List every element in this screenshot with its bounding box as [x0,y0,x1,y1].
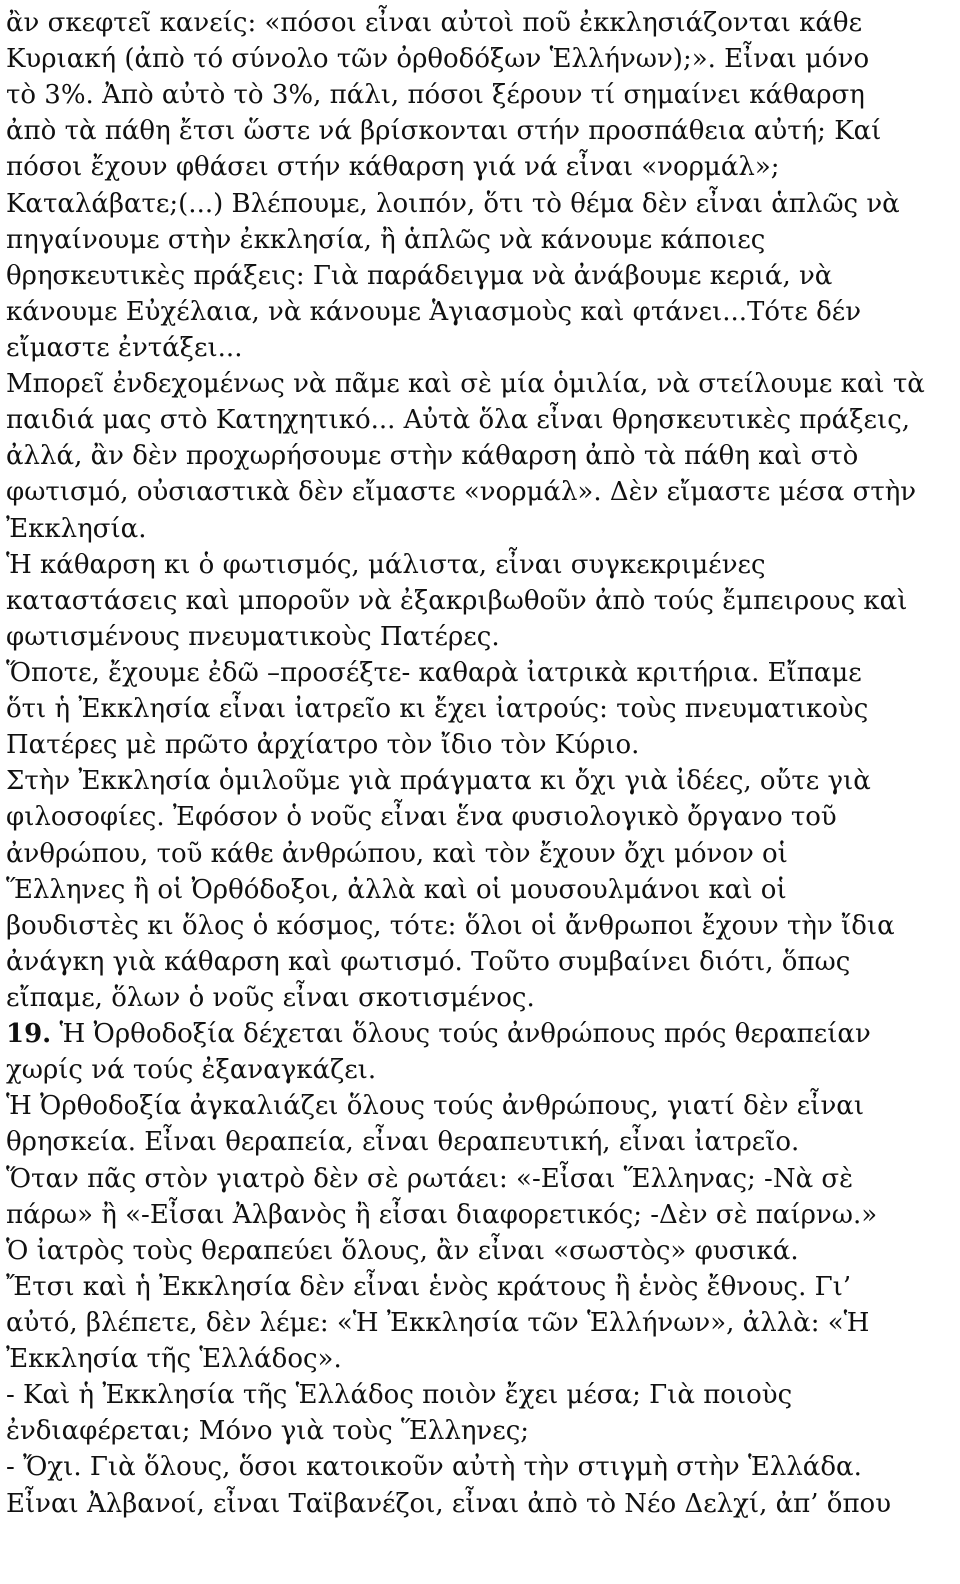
text-line: Πατέρες μὲ πρῶτο ἀρχίατρο τὸν ἴδιο τὸν Κύριο. [6,730,640,760]
text-line: φωτισμένους πνευματικοὺς Πατέρες. [6,622,500,652]
text-line: Ὅταν πᾶς στὸν γιατρὸ δὲν σὲ ρωτάει: «-Εἶσαι Ἕλληνας; -Νὰ σὲ [6,1164,854,1194]
text-line: παιδιά μας στὸ Κατηχητικό... Αὐτὰ ὅλα εἶναι θρησκευτικὲς πράξεις, [6,405,911,435]
section-number: 19. [6,1019,52,1049]
text-line: εἴμαστε ἐντάξει... [6,333,243,363]
text-line: θρησκεία. Εἶναι θεραπεία, εἶναι θεραπευτική, εἶναι ἰατρεῖο. [6,1127,800,1157]
section-heading-line [6,1016,871,1052]
text-line: Εἶναι Ἀλβανοί, εἶναι Ταϊβανέζοι, εἶναι ἀπὸ τὸ Νέο Δελχί, ἀπ’ ὅπου [6,1489,892,1519]
text-line: εἴπαμε, ὅλων ὁ νοῦς εἶναι σκοτισμένος. [6,983,535,1013]
text-line: ὅτι ἡ Ἐκκλησία εἶναι ἰατρεῖο κι ἔχει ἰατρούς: τοὺς πνευματικοὺς [6,694,869,724]
text-line: Κυριακή (ἀπὸ τό σύνολο τῶν ὀρθοδόξων Ἑλλήνων);». Εἶναι μόνο [6,44,870,74]
text-line: Μπορεῖ ἐνδεχομένως νὰ πᾶμε καὶ σὲ μία ὁμιλία, νὰ στείλουμε καὶ τὰ [6,369,925,399]
text-line: Ἡ κάθαρση κι ὁ φωτισμός, μάλιστα, εἶναι συγκεκριμένες [6,550,766,580]
text-line: Καταλάβατε;(...) Βλέπουμε, λοιπόν, ὅτι τὸ θέμα δὲν εἶναι ἁπλῶς νὰ [6,189,900,219]
text-line: πόσοι ἔχουν φθάσει στήν κάθαρση γιά νά εἶναι «νορμάλ»; [6,152,780,182]
text-line: - Ὄχι. Γιὰ ὅλους, ὅσοι κατοικοῦν αὐτὴ τὴν στιγμὴ στὴν Ἑλλάδα. [6,1452,862,1482]
text-line: Ἕλληνες ἢ οἱ Ὀρθόδοξοι, ἀλλὰ καὶ οἱ μουσουλμάνοι καὶ οἱ [6,875,787,905]
text-line: Ἡ Ὀρθοδοξία ἀγκαλιάζει ὅλους τούς ἀνθρώπους, γιατί δὲν εἶναι [6,1091,865,1121]
text-line: ἂν σκεφτεῖ κανείς: «πόσοι εἶναι αὐτοὶ ποῦ ἐκκλησιάζονται κάθε [6,8,863,38]
text-line: - Καὶ ἡ Ἐκκλησία τῆς Ἑλλάδος ποιὸν ἔχει μέσα; Γιὰ ποιοὺς [6,1380,793,1410]
text-line: κάνουμε Εὐχέλαια, νὰ κάνουμε Ἁγιασμοὺς καὶ φτάνει...Τότε δέν [6,297,862,327]
text-line: πάρω» ἢ «-Εἶσαι Ἀλβανὸς ἢ εἶσαι διαφορετικός; -Δὲν σὲ παίρνω.» [6,1200,878,1230]
text-line: καταστάσεις καὶ μποροῦν νὰ ἐξακριβωθοῦν ἀπὸ τούς ἔμπειρους καὶ [6,586,908,616]
text-line: Ὅποτε, ἔχουμε ἐδῶ –προσέξτε- καθαρὰ ἰατρικὰ κριτήρια. Εἴπαμε [6,658,862,688]
text-line: Ὁ ἰατρὸς τοὺς θεραπεύει ὅλους, ἂν εἶναι «σωστὸς» φυσικά. [6,1236,799,1266]
section-heading-text: Ἡ Ὀρθοδοξία δέχεται ὅλους τούς ἀνθρώπους πρός θεραπείαν [51,1019,871,1049]
text-line: Ἐκκλησία. [6,514,147,544]
text-line: ἀπὸ τὰ πάθη ἔτσι ὥστε νά βρίσκονται στήν προσπάθεια αὐτή; Καί [6,116,882,146]
text-line: τὸ 3%. Ἀπὸ αὐτὸ τὸ 3%, πάλι, πόσοι ξέρουν τί σημαίνει κάθαρση [6,80,865,110]
text-line: ἐνδιαφέρεται; Μόνο γιὰ τοὺς Ἕλληνες; [6,1416,530,1446]
text-line: ἀνθρώπου, τοῦ κάθε ἀνθρώπου, καὶ τὸν ἔχουν ὄχι μόνον οἱ [6,839,788,869]
text-line: Στὴν Ἐκκλησία ὁμιλοῦμε γιὰ πράγματα κι ὄχι γιὰ ἰδέες, οὔτε γιὰ [6,766,871,796]
text-line: αὐτό, βλέπετε, δὲν λέμε: «Ἡ Ἐκκλησία τῶν Ἑλλήνων», ἀλλὰ: «Ἡ [6,1308,870,1338]
text-line: φιλοσοφίες. Ἐφόσον ὁ νοῦς εἶναι ἕνα φυσιολογικὸ ὄργανο τοῦ [6,802,837,832]
text-line: πηγαίνουμε στὴν ἐκκλησία, ἢ ἁπλῶς νὰ κάνουμε κάποιες [6,225,766,255]
text-line: χωρίς νά τούς ἐξαναγκάζει. [6,1055,377,1085]
text-line: φωτισμό, οὐσιαστικὰ δὲν εἴμαστε «νορμάλ». Δὲν εἴμαστε μέσα στὴν [6,477,917,507]
text-line: βουδιστὲς κι ὅλος ὁ κόσμος, τότε: ὅλοι οἱ ἄνθρωποι ἔχουν τὴν ἴδια [6,911,895,941]
text-line: Ἐκκλησία τῆς Ἑλλάδος». [6,1344,342,1374]
text-line: ἀνάγκη γιὰ κάθαρση καὶ φωτισμό. Τοῦτο συμβαίνει διότι, ὅπως [6,947,851,977]
text-line: ἀλλά, ἂν δὲν προχωρήσουμε στὴν κάθαρση ἀπὸ τὰ πάθη καὶ στὸ [6,441,859,471]
text-line: θρησκευτικὲς πράξεις: Γιὰ παράδειγμα νὰ ἀνάβουμε κεριά, νὰ [6,261,833,291]
text-line: Ἔτσι καὶ ἡ Ἐκκλησία δὲν εἶναι ἑνὸς κράτους ἢ ἑνὸς ἔθνους. Γι’ [6,1272,852,1302]
